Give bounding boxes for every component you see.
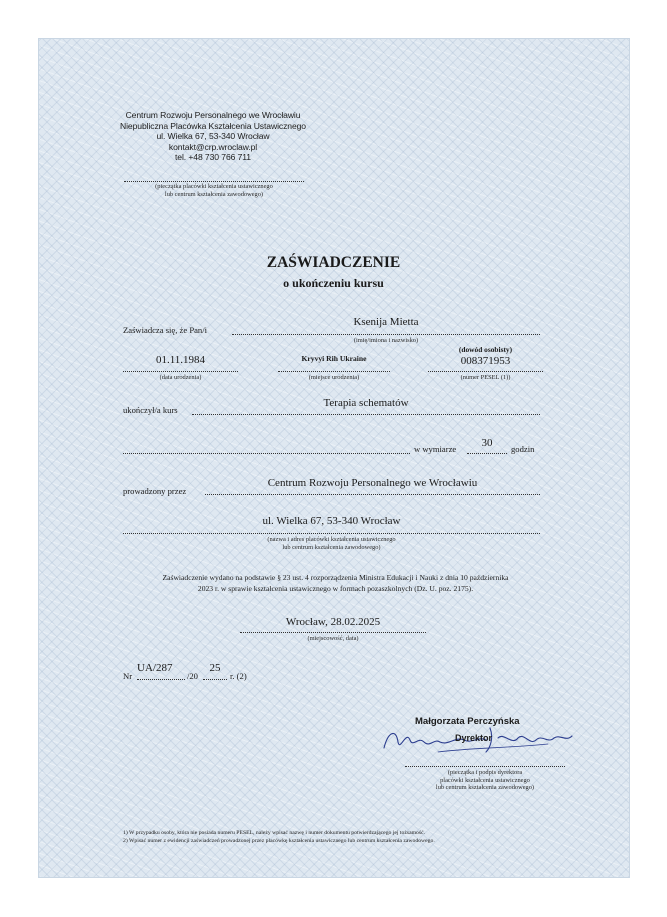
legal-basis-line-1: Zaświadczenie wydano na podstawie § 23 ust. 4 rozporządzenia Ministra Edukacji i Nauki z dnia 10 października (162, 573, 509, 582)
organizer-caption-line-1: (nazwa i adres placówki kształcenia ustawicznego (267, 536, 396, 543)
organizer-name: Centrum Rozwoju Personalnego we Wrocławiu (267, 477, 478, 489)
id-dotted-line (428, 371, 543, 372)
organizer-dotted-line (205, 494, 540, 495)
document-subtitle: o ukończeniu kursu (283, 276, 384, 290)
director-title: Dyrektor (455, 733, 493, 743)
organizer-label: prowadzony przez (123, 486, 187, 496)
issue-place-date: Wrocław, 28.02.2025 (285, 616, 381, 628)
signature-caption-line-1: (pieczątka i podpis dyrektora (447, 769, 523, 776)
birth-date-caption: (data urodzenia) (159, 374, 202, 381)
issue-dotted-line (240, 632, 426, 633)
course-dotted-line (192, 414, 540, 415)
course-label: ukończył/a kurs (123, 405, 178, 415)
hours-unit: godzin (511, 444, 535, 454)
legal-basis-line-2: 2023 r. w sprawie kształcenia ustawicznego w formach pozaszkolnych (Dz. U. poz. 2175). (197, 583, 474, 593)
number-prefix: Nr (123, 671, 133, 681)
stamp-line-3: ul. Wielka 67, 53-340 Wrocław (156, 131, 270, 142)
signature-caption-line-2: placówki kształcenia ustawicznego (440, 776, 530, 784)
organizer-caption-line-2: lub centrum kształcenia zawodowego) (282, 543, 381, 551)
birth-place: Kryvyi Rih Ukraine (301, 354, 367, 363)
stamp-line-1: Centrum Rozwoju Personalnego we Wrocławiu (125, 110, 301, 120)
hours-dotted-line (467, 453, 507, 454)
stamp-line-4: kontakt@crp.wroclaw.pl (168, 141, 258, 152)
footnote-2: 2) Wpisać numer z ewidencji zaświadczeń prowadzonej przez placówkę kształcenia ustawicznego lub centrum kształcenia zawodowego. (123, 838, 435, 844)
signature-caption (405, 769, 565, 792)
stamp-caption-line-1: (pieczątka placówki kształcenia ustawicznego (155, 183, 273, 190)
person-name: Ksenija Mietta (353, 316, 419, 328)
organizer-address: ul. Wielka 67, 53-340 Wrocław (262, 515, 401, 527)
number-dotted-line (137, 679, 185, 680)
course-dotted-line-2 (123, 453, 410, 454)
birth-place-dotted-line (278, 371, 390, 372)
director-name-stamp: Małgorzata Perczyńska (415, 716, 520, 727)
name-dotted-line (232, 334, 540, 335)
organizer-address-dotted-line (123, 533, 540, 534)
stamp-line-2: Niepubliczna Placówka Kształcenia Ustawicznego (120, 120, 306, 131)
birth-date-dotted-line (123, 371, 238, 372)
name-caption: (imię/imiona i nazwisko) (353, 337, 419, 344)
hours-label: w wymiarze (414, 444, 457, 454)
year-dotted-line (203, 679, 227, 680)
number-suffix: r. (2) (230, 671, 247, 681)
person-label: Zaświadcza się, że Pan/i (123, 325, 207, 335)
id-caption: (numer PESEL (1)) (460, 374, 511, 381)
stamp-caption-line-2: lub centrum kształcenia zawodowego) (164, 190, 264, 198)
birth-place-caption: (miejsce urodzenia) (308, 374, 360, 381)
stamp-caption (124, 183, 304, 198)
issue-caption: (miejscowość, data) (307, 635, 359, 642)
stamp-dotted-line (124, 181, 304, 182)
stamp-line-5: tel. +48 730 766 711 (175, 152, 251, 163)
legal-basis (108, 573, 563, 594)
id-type: (dowód osobisty) (458, 345, 513, 354)
number-value: UA/287 (137, 662, 173, 674)
signature-dotted-line (405, 766, 565, 767)
document-title: ZAŚWIADCZENIE (266, 254, 401, 271)
number-year: 25 (209, 662, 221, 674)
birth-date: 01.11.1984 (155, 354, 206, 366)
organizer-caption (123, 536, 540, 551)
institution-stamp (108, 110, 318, 163)
signature-caption-line-3: lub centrum kształcenia zawodowego) (435, 784, 535, 792)
footnote-1: 1) W przypadku osoby, która nie posiada numeru PESEL, należy wpisać nazwę i numer dokumentu potwierdzającego jej tożsamość. (123, 830, 426, 836)
id-number: 008371953 (460, 355, 511, 367)
hours-value: 30 (481, 437, 493, 449)
number-separator: /20 (187, 671, 198, 681)
course-name: Terapia schematów (323, 397, 409, 409)
footnotes (123, 829, 593, 845)
